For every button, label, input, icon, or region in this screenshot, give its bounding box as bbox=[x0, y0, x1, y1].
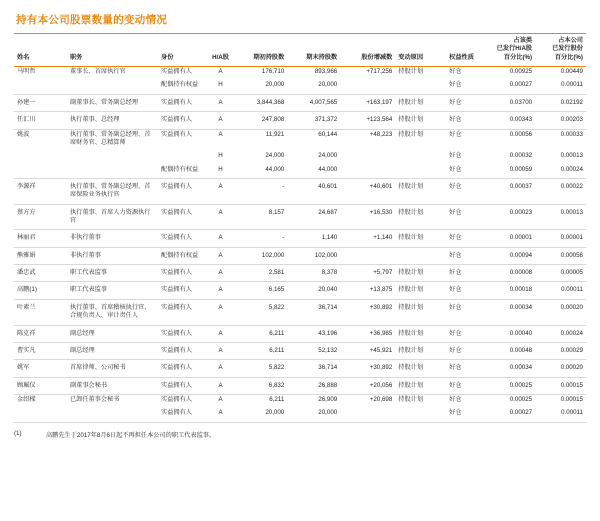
cell-begin: 24,000 bbox=[265, 152, 285, 160]
cell-pct-total: 0.00020 bbox=[535, 360, 586, 377]
column-header-change: 股份增减数 bbox=[340, 34, 395, 67]
cell-pct-class: 0.00001 bbox=[484, 230, 535, 247]
cell-nature: 好仓 bbox=[449, 152, 462, 160]
cell-capacity bbox=[158, 151, 209, 164]
column-header-post: 职务 bbox=[67, 34, 158, 67]
cell-reason: 持股计划 bbox=[398, 130, 424, 138]
cell-nature: 好仓 bbox=[446, 94, 484, 111]
cell-name: 李源祥 bbox=[14, 178, 67, 204]
cell-name: 马明哲 bbox=[17, 68, 36, 76]
cell-change: +40,601 bbox=[340, 178, 395, 204]
cell-nature: 好仓 bbox=[446, 204, 484, 230]
table-row bbox=[14, 408, 586, 422]
cell-nature: 好仓 bbox=[446, 408, 484, 422]
cell-begin: 3,844,368 bbox=[232, 94, 287, 111]
cell-name: 叶素兰 bbox=[14, 299, 67, 325]
cell-end: 8,378 bbox=[287, 265, 340, 282]
column-header-end: 期末持股数 bbox=[287, 34, 340, 67]
cell-begin: - bbox=[232, 178, 287, 204]
cell-change: +16,530 bbox=[340, 204, 395, 230]
column-header-begin: 期初持股数 bbox=[232, 34, 287, 67]
table-header-row bbox=[14, 34, 586, 67]
cell-nature: 好仓 bbox=[446, 265, 484, 282]
cell-pct-total: 0.00449 bbox=[560, 68, 583, 76]
cell-pct-total: 0.00011 bbox=[535, 282, 586, 299]
cell-nature: 好仓 bbox=[446, 325, 484, 342]
cell-pct-total: 0.00022 bbox=[535, 178, 586, 204]
cell-capacity: 实益拥有人 bbox=[158, 282, 209, 299]
cell-share-class: A bbox=[209, 360, 232, 377]
cell-nature: 好仓 bbox=[446, 112, 484, 129]
cell-change bbox=[340, 151, 395, 164]
cell-end: 20,000 bbox=[287, 408, 340, 422]
cell-share-class: A bbox=[209, 94, 232, 111]
cell-post: 副董事会秘书 bbox=[67, 377, 158, 394]
cell-nature: 好仓 bbox=[446, 360, 484, 377]
cell-reason: 持股计划 bbox=[395, 342, 446, 359]
cell-end: 36,714 bbox=[287, 360, 340, 377]
cell-name: 顾珮仪 bbox=[14, 377, 67, 394]
cell-pct-class: 0.00027 bbox=[484, 408, 535, 422]
cell-reason bbox=[395, 408, 446, 422]
table-body bbox=[14, 67, 586, 423]
cell-name: 陈克祥 bbox=[14, 325, 67, 342]
cell-post: 董事长、首席执行官 bbox=[69, 68, 126, 76]
cell-share-class: A bbox=[209, 325, 232, 342]
cell-share-class: H bbox=[218, 152, 223, 160]
cell-name: 曹实凡 bbox=[14, 342, 67, 359]
cell-begin: 6,211 bbox=[269, 395, 285, 403]
cell-post: 执行董事、首席稽核执行官、合规负责人、审计责任人 bbox=[67, 299, 158, 325]
cell-begin: - bbox=[232, 230, 287, 247]
cell-pct-class: 0.00032 bbox=[509, 152, 533, 160]
cell-post: 职工代表监事 bbox=[67, 265, 158, 282]
cell-pct-class: 0.00023 bbox=[484, 204, 535, 230]
cell-post bbox=[67, 408, 158, 422]
cell-capacity: 实益拥有人 bbox=[158, 360, 209, 377]
cell-share-class: A bbox=[218, 130, 223, 138]
cell-capacity: 实益拥有人 bbox=[158, 377, 209, 394]
cell-reason bbox=[395, 80, 446, 94]
cell-capacity: 实益拥有人 bbox=[158, 342, 209, 359]
cell-capacity: 配偶持有权益 bbox=[158, 80, 209, 94]
cell-end: 40,601 bbox=[287, 178, 340, 204]
cell-pct-class: 0.00925 bbox=[509, 68, 533, 76]
cell-pct-total: 0.00005 bbox=[535, 265, 586, 282]
cell-change: +13,875 bbox=[340, 282, 395, 299]
cell-share-class: A bbox=[209, 230, 232, 247]
cell-capacity: 实益拥有人 bbox=[161, 68, 192, 76]
cell-name: 熊雅娟 bbox=[14, 247, 67, 264]
cell-begin: 20,000 bbox=[232, 408, 287, 422]
table-row bbox=[14, 178, 586, 204]
cell-pct-class: 0.00048 bbox=[484, 342, 535, 359]
cell-begin: 5,822 bbox=[232, 360, 287, 377]
cell-end: 26,888 bbox=[287, 377, 340, 394]
cell-pct-class: 0.00034 bbox=[484, 299, 535, 325]
cell-post: 首席律师、公司秘书 bbox=[67, 360, 158, 377]
cell-share-class: A bbox=[218, 68, 223, 76]
cell-end: 60,144 bbox=[318, 130, 338, 138]
cell-post bbox=[67, 80, 158, 94]
cell-post: 已卸任董事会秘书 bbox=[69, 395, 120, 403]
cell-end: 102,000 bbox=[287, 247, 340, 264]
cell-pct-total: 0.00203 bbox=[535, 112, 586, 129]
cell-name bbox=[14, 165, 67, 179]
cell-nature: 好仓 bbox=[446, 342, 484, 359]
cell-name: 任汇川 bbox=[14, 112, 67, 129]
cell-nature: 好仓 bbox=[449, 68, 462, 76]
cell-end: 24,000 bbox=[318, 152, 338, 160]
cell-share-class: A bbox=[209, 342, 232, 359]
cell-change: +123,564 bbox=[340, 112, 395, 129]
table-row bbox=[14, 94, 586, 111]
table-row bbox=[14, 265, 586, 282]
cell-pct-total: 0.00024 bbox=[535, 325, 586, 342]
cell-begin: 20,000 bbox=[232, 80, 287, 94]
cell-capacity: 实益拥有人 bbox=[158, 204, 209, 230]
cell-change: +163,197 bbox=[340, 94, 395, 111]
cell-reason: 持股计划 bbox=[395, 112, 446, 129]
cell-share-class: A bbox=[209, 112, 232, 129]
cell-post: 副总经理 bbox=[67, 342, 158, 359]
cell-change: +45,921 bbox=[340, 342, 395, 359]
table-row bbox=[14, 230, 586, 247]
cell-name bbox=[14, 408, 67, 422]
cell-reason: 持股计划 bbox=[395, 360, 446, 377]
cell-share-class: A bbox=[209, 377, 232, 394]
cell-pct-total: 0.00011 bbox=[535, 408, 586, 422]
cell-capacity: 配偶持有权益 bbox=[158, 165, 209, 179]
table-row bbox=[14, 165, 586, 179]
cell-pct-total: 0.00015 bbox=[560, 395, 583, 403]
cell-change: +20,698 bbox=[369, 395, 393, 403]
cell-post bbox=[67, 151, 158, 164]
cell-end: 20,040 bbox=[287, 282, 340, 299]
cell-change: +1,140 bbox=[340, 230, 395, 247]
cell-end: 52,132 bbox=[287, 342, 340, 359]
cell-pct-class: 0.00094 bbox=[484, 247, 535, 264]
cell-pct-class: 0.00025 bbox=[484, 377, 535, 394]
cell-share-class: A bbox=[209, 282, 232, 299]
table-row bbox=[14, 80, 586, 94]
cell-pct-class: 0.00037 bbox=[484, 178, 535, 204]
table-row bbox=[14, 112, 586, 129]
table-row bbox=[14, 151, 586, 164]
cell-name: 高鹏(1) bbox=[14, 282, 67, 299]
cell-name: 姚军 bbox=[14, 360, 67, 377]
cell-change bbox=[340, 247, 395, 264]
cell-begin: 11,921 bbox=[265, 130, 285, 138]
table-row bbox=[14, 247, 586, 264]
cell-change: +48,223 bbox=[369, 130, 393, 138]
cell-pct-class: 0.00008 bbox=[484, 265, 535, 282]
column-header-pct-total: 占本公司 已发行股份 百分比(%) bbox=[535, 34, 586, 67]
cell-capacity: 实益拥有人 bbox=[158, 112, 209, 129]
cell-post: 执行董事、常务副总经理、首席保险业务执行官 bbox=[67, 178, 158, 204]
cell-change: +30,892 bbox=[340, 360, 395, 377]
cell-nature: 好仓 bbox=[446, 178, 484, 204]
page-title: 持有本公司股票数量的变动情况 bbox=[16, 14, 168, 26]
cell-end: 44,000 bbox=[287, 165, 340, 179]
cell-begin: 44,000 bbox=[232, 165, 287, 179]
cell-reason: 持股计划 bbox=[398, 395, 424, 403]
column-header-nature: 权益性质 bbox=[446, 34, 484, 67]
cell-reason bbox=[395, 247, 446, 264]
footnote-number: (1) bbox=[14, 429, 22, 437]
cell-begin: 8,157 bbox=[232, 204, 287, 230]
cell-end: 36,714 bbox=[287, 299, 340, 325]
table-row bbox=[14, 129, 586, 151]
cell-pct-total: 0.00011 bbox=[535, 80, 586, 94]
cell-pct-total: 0.00001 bbox=[535, 230, 586, 247]
cell-share-class: A bbox=[218, 395, 223, 403]
cell-pct-total: 0.00013 bbox=[560, 152, 583, 160]
cell-reason: 持股计划 bbox=[395, 282, 446, 299]
cell-pct-total: 0.02192 bbox=[535, 94, 586, 111]
table-row bbox=[14, 282, 586, 299]
cell-change: +20,056 bbox=[340, 377, 395, 394]
cell-end: 43,196 bbox=[287, 325, 340, 342]
cell-name bbox=[14, 151, 67, 164]
cell-nature: 好仓 bbox=[446, 247, 484, 264]
cell-change bbox=[340, 408, 395, 422]
cell-pct-total: 0.00033 bbox=[560, 130, 583, 138]
cell-nature: 好仓 bbox=[446, 299, 484, 325]
cell-name: 林丽君 bbox=[14, 230, 67, 247]
cell-share-class: H bbox=[209, 165, 232, 179]
cell-post: 执行董事、总经理 bbox=[67, 112, 158, 129]
cell-name: 姚波 bbox=[17, 130, 30, 138]
cell-capacity: 实益拥有人 bbox=[158, 408, 209, 422]
cell-pct-class: 0.00034 bbox=[484, 360, 535, 377]
cell-change: +30,892 bbox=[340, 299, 395, 325]
cell-name: 孙建一 bbox=[14, 94, 67, 111]
cell-pct-class: 0.00056 bbox=[509, 130, 533, 138]
cell-share-class: A bbox=[209, 204, 232, 230]
cell-nature: 好仓 bbox=[446, 165, 484, 179]
cell-capacity: 配偶持有权益 bbox=[158, 247, 209, 264]
cell-reason: 持股计划 bbox=[395, 265, 446, 282]
table-row bbox=[14, 204, 586, 230]
cell-change: +717,256 bbox=[366, 68, 393, 76]
cell-post: 职工代表监事 bbox=[67, 282, 158, 299]
cell-nature: 好仓 bbox=[449, 130, 462, 138]
cell-begin: 6,165 bbox=[232, 282, 287, 299]
cell-end: 26,909 bbox=[318, 395, 338, 403]
cell-change: +5,797 bbox=[340, 265, 395, 282]
column-header-pct-class: 占该类 已发行H/A股 百分比(%) bbox=[484, 34, 535, 67]
cell-nature: 好仓 bbox=[446, 282, 484, 299]
cell-pct-class: 0.03700 bbox=[484, 94, 535, 111]
cell-reason: 持股计划 bbox=[395, 377, 446, 394]
table-row bbox=[14, 360, 586, 377]
cell-pct-class: 0.00343 bbox=[484, 112, 535, 129]
table-row bbox=[14, 67, 586, 81]
cell-end: 1,140 bbox=[287, 230, 340, 247]
table-row bbox=[14, 394, 586, 408]
cell-end: 24,687 bbox=[287, 204, 340, 230]
cell-pct-total: 0.00015 bbox=[535, 377, 586, 394]
cell-capacity: 实益拥有人 bbox=[161, 395, 192, 403]
cell-share-class: H bbox=[209, 80, 232, 94]
cell-share-class: A bbox=[209, 178, 232, 204]
cell-post bbox=[67, 165, 158, 179]
cell-post: 执行董事、首席人力资源执行官 bbox=[67, 204, 158, 230]
cell-capacity: 实益拥有人 bbox=[158, 94, 209, 111]
cell-begin: 6,832 bbox=[232, 377, 287, 394]
cell-begin: 6,211 bbox=[232, 325, 287, 342]
cell-post: 非执行董事 bbox=[67, 247, 158, 264]
footnote-text: 高鹏先生于2017年8月6日起不再担任本公司的职工代表监事。 bbox=[46, 431, 216, 439]
cell-begin: 176,710 bbox=[261, 68, 285, 76]
cell-end: 4,007,565 bbox=[287, 94, 340, 111]
cell-name: 潘忠武 bbox=[14, 265, 67, 282]
shareholding-change-table bbox=[14, 34, 586, 423]
cell-begin: 102,000 bbox=[232, 247, 287, 264]
column-header-name: 姓名 bbox=[14, 34, 67, 67]
column-header-capacity: 身份 bbox=[158, 34, 209, 67]
table-row bbox=[14, 342, 586, 359]
cell-pct-class: 0.00018 bbox=[484, 282, 535, 299]
cell-reason: 持股计划 bbox=[395, 94, 446, 111]
cell-name: 金绍樑 bbox=[17, 395, 36, 403]
cell-change bbox=[340, 165, 395, 179]
cell-nature: 好仓 bbox=[446, 80, 484, 94]
cell-capacity: 实益拥有人 bbox=[158, 178, 209, 204]
cell-reason: 持股计划 bbox=[395, 178, 446, 204]
cell-name bbox=[14, 80, 67, 94]
cell-reason: 持股计划 bbox=[395, 299, 446, 325]
cell-reason: 持股计划 bbox=[398, 68, 424, 76]
cell-pct-total: 0.00029 bbox=[535, 342, 586, 359]
cell-share-class: A bbox=[209, 408, 232, 422]
cell-pct-class: 0.00027 bbox=[484, 80, 535, 94]
cell-post: 副总经理 bbox=[67, 325, 158, 342]
cell-change: +36,985 bbox=[340, 325, 395, 342]
cell-post: 非执行董事 bbox=[67, 230, 158, 247]
cell-nature: 好仓 bbox=[446, 230, 484, 247]
cell-reason: 持股计划 bbox=[395, 204, 446, 230]
cell-end: 371,372 bbox=[287, 112, 340, 129]
cell-begin: 6,211 bbox=[232, 342, 287, 359]
table-row bbox=[14, 299, 586, 325]
cell-pct-class: 0.00025 bbox=[509, 395, 533, 403]
table-row bbox=[14, 377, 586, 394]
cell-capacity: 实益拥有人 bbox=[158, 230, 209, 247]
footnote bbox=[14, 430, 586, 439]
cell-pct-total: 0.00056 bbox=[535, 247, 586, 264]
cell-capacity: 实益拥有人 bbox=[158, 299, 209, 325]
cell-post: 执行董事、常务副总经理、首席财务官、总精算师 bbox=[69, 130, 151, 146]
cell-reason: 持股计划 bbox=[395, 230, 446, 247]
cell-pct-total: 0.00024 bbox=[535, 165, 586, 179]
cell-pct-total: 0.00020 bbox=[535, 299, 586, 325]
cell-end: 20,000 bbox=[287, 80, 340, 94]
cell-share-class: A bbox=[209, 265, 232, 282]
cell-pct-total: 0.00013 bbox=[535, 204, 586, 230]
cell-capacity: 实益拥有人 bbox=[158, 265, 209, 282]
cell-reason bbox=[395, 151, 446, 164]
cell-begin: 5,822 bbox=[232, 299, 287, 325]
cell-capacity: 实益拥有人 bbox=[158, 325, 209, 342]
column-header-reason: 变动原因 bbox=[395, 34, 446, 67]
cell-pct-class: 0.00040 bbox=[484, 325, 535, 342]
column-header-share-class: H/A股 bbox=[209, 34, 232, 67]
cell-reason: 持股计划 bbox=[395, 325, 446, 342]
cell-share-class: A bbox=[209, 247, 232, 264]
cell-begin: 247,808 bbox=[232, 112, 287, 129]
cell-reason bbox=[395, 165, 446, 179]
cell-end: 893,966 bbox=[314, 68, 338, 76]
cell-nature: 好仓 bbox=[449, 395, 462, 403]
cell-change bbox=[340, 80, 395, 94]
cell-pct-class: 0.00059 bbox=[484, 165, 535, 179]
cell-begin: 2,581 bbox=[232, 265, 287, 282]
cell-share-class: A bbox=[209, 299, 232, 325]
cell-nature: 好仓 bbox=[446, 377, 484, 394]
cell-capacity: 实益拥有人 bbox=[161, 130, 192, 138]
table-row bbox=[14, 325, 586, 342]
cell-post: 副董事长、常务副总经理 bbox=[67, 94, 158, 111]
cell-name: 蔡方方 bbox=[14, 204, 67, 230]
